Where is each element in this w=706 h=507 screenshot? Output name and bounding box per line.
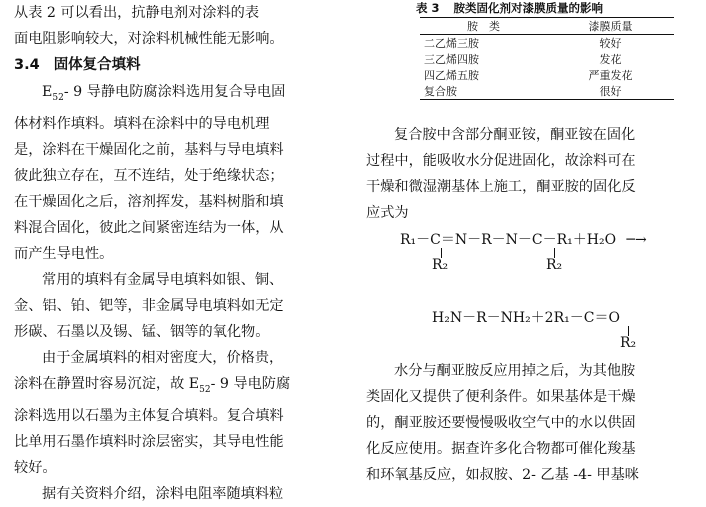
table-title: 胺类固化剂对漆膜质量的影响 <box>453 1 604 15</box>
text-line: 形碳、石墨以及锡、锰、铟等的氧化物。 <box>14 323 270 340</box>
equation-1: R₁－C＝N－R－N－C－R₁＋H₂O ─→ <box>400 232 647 248</box>
table-header: 胺 类 <box>420 18 547 35</box>
table-cell: 复合胺 <box>420 83 547 100</box>
table-cell: 二乙烯三胺 <box>424 37 479 50</box>
text-line: 的，酮亚胺还要慢慢吸收空气中的水以供固 <box>366 415 636 431</box>
text-line: 彼此独立存在，互不连结，处于绝缘状态； <box>14 167 284 184</box>
substituent-r2: R₂ <box>620 335 637 351</box>
text-line: 应式为 <box>366 205 409 221</box>
table-cell: 严重发花 <box>588 69 633 82</box>
text-line: 从表 2 可以看出，抗静电剂对涂料的表 <box>14 5 260 21</box>
text-line: 据有关资料介绍，涂料电阻率随填料粒 <box>42 485 284 502</box>
text-line: 涂料在静置时容易沉淀，故 $E_{52}-$ 9 导电防腐 <box>14 375 291 395</box>
text-line: 是，涂料在干燥固化之前，基料与导电填料 <box>14 141 284 158</box>
left-column <box>14 0 346 507</box>
text-line: 而产生导电性。 <box>14 245 114 262</box>
section-title: 固体复合填料 <box>53 57 141 73</box>
text-line: 金、铝、铂、钯等，非金属导电填料如无定 <box>14 297 284 314</box>
text-line: 常用的填料有金属导电填料如银、铜、 <box>42 271 284 288</box>
text-line: $E_{52}-$ 9 导静电防腐涂料选用复合导电固 <box>42 84 286 103</box>
right-paragraph-2 <box>366 358 696 488</box>
table-cell: 很好 <box>547 83 674 100</box>
table-cell: 三乙烯四胺 <box>424 53 479 66</box>
text-line: 化反应使用。据查许多化合物都可催化羧基 <box>366 441 636 457</box>
text-line: 过程中，能吸收水分促进固化，故涂料可在 <box>366 153 636 169</box>
text-line: 在干燥固化之后，溶剂挥发，基料树脂和填 <box>14 193 284 210</box>
text-line: 体材料作填料。填料在涂料中的导电机理 <box>14 115 270 132</box>
section-heading <box>14 52 346 79</box>
table-cell: 四乙烯五胺 <box>424 69 479 82</box>
text-line: 涂料选用以石墨为主体复合填料。复合填料 <box>14 407 284 424</box>
section-number: 3.4 <box>14 57 40 73</box>
text-line: 料混合固化，彼此之间紧密连结为一体，从 <box>14 219 284 236</box>
equation-2: H₂N－R－NH₂＋2R₁－C＝O <box>432 310 620 326</box>
text-line: 由于金属填料的相对密度大，价格贵， <box>42 349 284 366</box>
text-line: 和环氧基反应，如叔胺、2- 乙基 -4- 甲基咪 <box>366 467 639 483</box>
text-line: 复合胺中含部分酮亚铵，酮亚铵在固化 <box>394 127 636 143</box>
table-cell: 发花 <box>599 53 622 66</box>
table-cell: 较好 <box>599 37 622 50</box>
substituent-r2: R₂ <box>546 257 563 273</box>
table-number: 表 3 <box>416 1 440 15</box>
text-line: 面电阻影响较大，对涂料机械性能无影响。 <box>14 31 284 47</box>
text-line: 干燥和微湿潮基体上施工，酮亚胺的固化反 <box>366 179 636 195</box>
text-line: 比单用石墨作填料时涂层密实，其导电性能 <box>14 433 284 450</box>
table-header: 漆膜质量 <box>547 18 674 35</box>
text-line: 较好。 <box>14 459 57 476</box>
substituent-r2: R₂ <box>432 257 449 273</box>
text-line: 类固化又提供了便利条件。如果基体是干燥 <box>366 389 636 405</box>
reaction-arrow: ─→ <box>626 232 647 248</box>
text-line: 水分与酮亚胺反应用掉之后，为其他胺 <box>394 363 636 379</box>
